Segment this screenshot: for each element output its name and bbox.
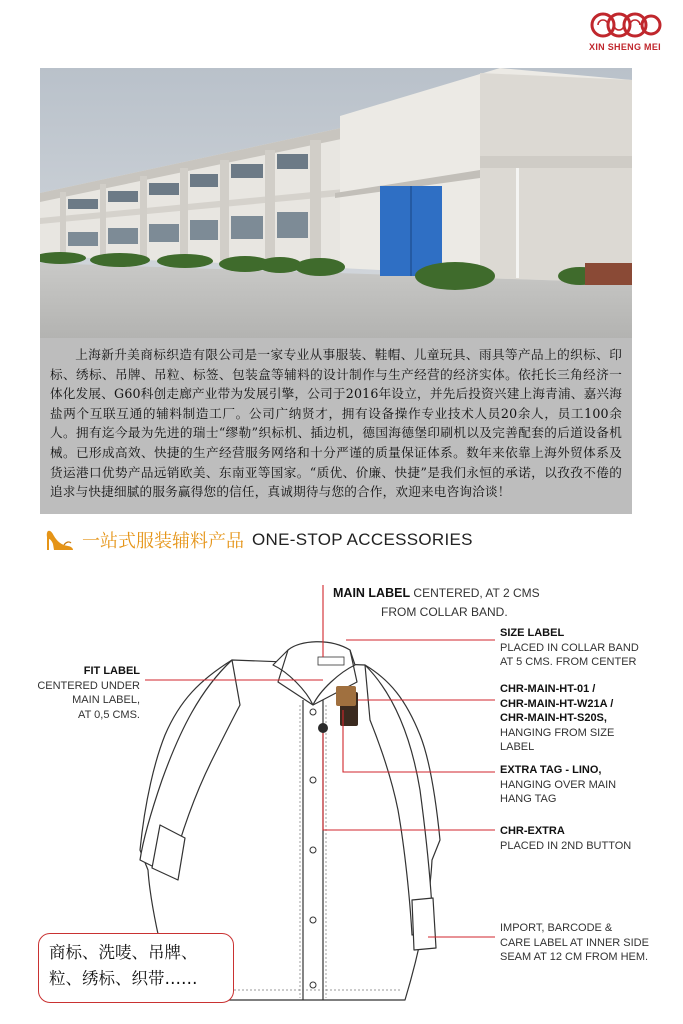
product-list-box	[38, 933, 234, 1003]
main-label-line2: FROM COLLAR BAND.	[381, 605, 508, 619]
main-label-title: MAIN LABEL	[333, 586, 411, 600]
chr-main-title: CHR-MAIN-HT-W21A /	[500, 697, 614, 710]
section-heading	[44, 523, 473, 557]
fit-label-callout	[30, 664, 140, 722]
size-label-line: AT 5 CMS. FROM CENTER	[500, 656, 637, 668]
company-intro-text: 上海新升美商标织造有限公司是一家专业从事服装、鞋帽、儿童玩具、雨具等产品上的织标、印标、绣标、吊牌、吊粒、标签、包装盒等辅料的设计制作与生产经营的经济实体。依托长三角经济一体化发展、G60科创走廊产业带为发展引擎，公司于2016年设立，并先后投资兴建上海青浦、嘉兴海盐两个互联互通的辅料制造工厂。公司广纳贤才，拥有设备操作专业技术人员20余人，员工100余人。拥有迄今最为先进的瑞士“缪勒”织标机、插边机，德国海德堡印刷机以及完善配套的后道设备机械。已形成高效、快捷的生产经营服务网络和十分严谨的质量保证体系。数年来依靠上海外贸体系及货运港口优势产品远销欧美、东南亚等国家。“质优、价廉、快捷”是我们永恒的承诺，以孜孜不倦的追求与快捷细腻的服务赢得您的信任，真诚期待与您的合作，欢迎来电咨询洽谈！	[50, 347, 622, 500]
import-line: IMPORT, BARCODE &	[500, 922, 613, 934]
extra-tag-title: EXTRA TAG - LINO,	[500, 764, 602, 776]
size-label-callout	[500, 626, 670, 670]
chr-main-callout	[500, 682, 670, 755]
main-label-callout	[333, 584, 573, 622]
chr-main-line: LABEL	[500, 741, 535, 753]
chr-extra-callout	[500, 824, 670, 853]
product-list-line2: 粒、绣标、织带……	[49, 969, 198, 988]
fit-label-line: CENTERED UNDER	[37, 679, 140, 692]
main-label-line1: CENTERED, AT 2 CMS	[413, 586, 540, 600]
chr-main-line: HANGING FROM SIZE	[500, 726, 615, 739]
fit-label-title: FIT LABEL	[83, 665, 140, 677]
import-label-callout	[500, 921, 670, 965]
size-label-title: SIZE LABEL	[500, 627, 565, 639]
company-logo	[580, 8, 670, 60]
fit-label-line: MAIN LABEL,	[72, 694, 140, 706]
import-line: CARE LABEL AT INNER SIDE	[500, 936, 649, 949]
company-intro-panel	[40, 338, 632, 514]
high-heel-shoe-icon	[44, 524, 76, 556]
size-label-line: PLACED IN COLLAR BAND	[500, 641, 639, 654]
interlocked-rings-logo-icon	[580, 8, 670, 42]
logo-text: XIN SHENG MEI	[589, 42, 661, 52]
extra-tag-line: HANG TAG	[500, 793, 557, 805]
extra-tag-callout	[500, 763, 670, 807]
chr-extra-line: PLACED IN 2ND BUTTON	[500, 839, 632, 852]
section-title-en: ONE-STOP ACCESSORIES	[252, 530, 473, 549]
product-list-line1: 商标、洗唛、吊牌、	[49, 943, 198, 962]
extra-tag-line: HANGING OVER MAIN	[500, 778, 617, 791]
chr-main-title: CHR-MAIN-HT-S20S,	[500, 712, 607, 724]
factory-photo	[40, 68, 632, 338]
chr-main-title: CHR-MAIN-HT-01 /	[500, 683, 596, 695]
import-line: SEAM AT 12 CM FROM HEM.	[500, 951, 649, 963]
chr-extra-title: CHR-EXTRA	[500, 825, 565, 837]
section-title-cn: 一站式服装辅料产品	[82, 531, 244, 552]
fit-label-line: AT 0,5 CMS.	[78, 708, 140, 721]
